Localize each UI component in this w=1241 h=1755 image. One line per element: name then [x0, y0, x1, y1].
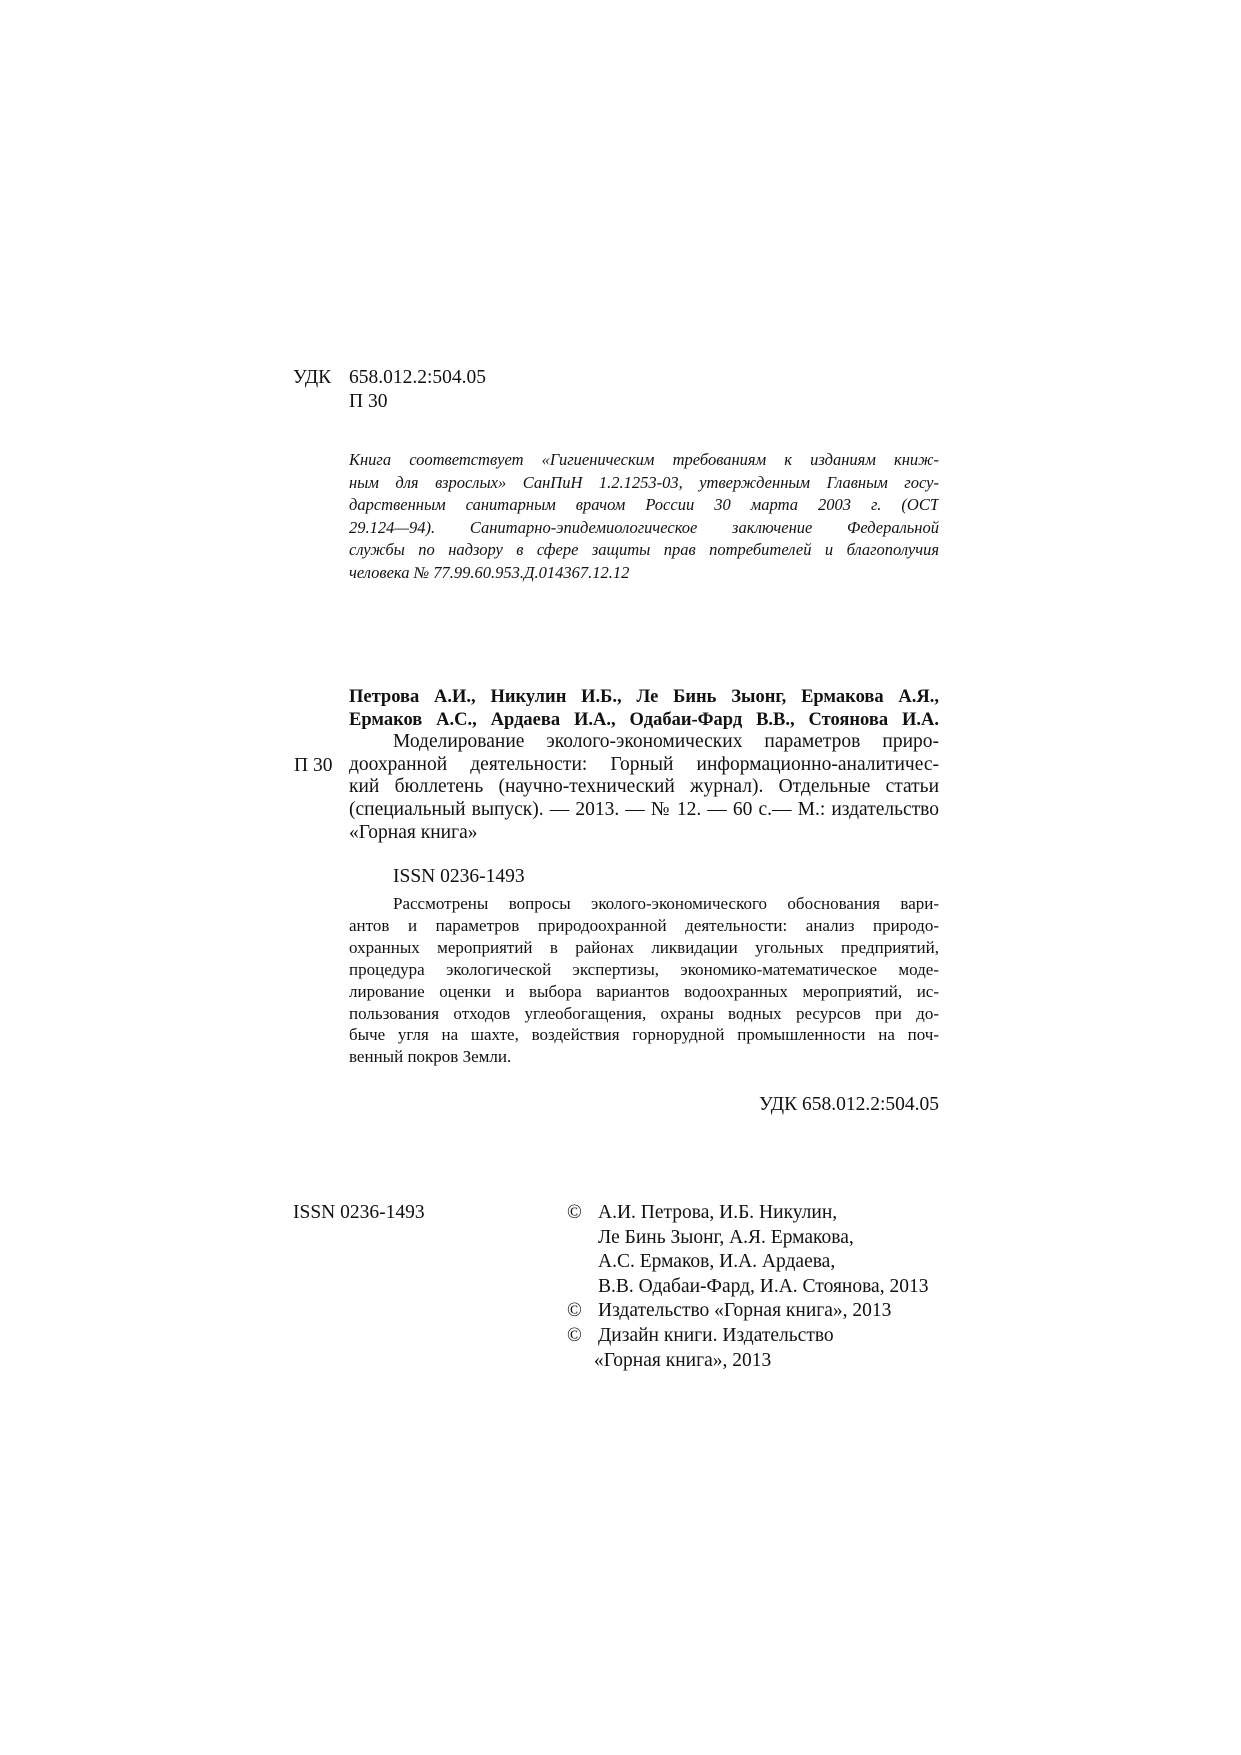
- copyright-design: [567, 1324, 928, 1373]
- udk-bottom: УДК 658.012.2:504.05: [758, 1094, 939, 1115]
- description-line: (специальный выпуск). — 2013. — № 12. — 60 с.— М.: издательство: [349, 799, 939, 821]
- copyright-block: [567, 1201, 928, 1373]
- sanitary-notice: [349, 449, 939, 585]
- notice-line: Книга соответствует «Гигиеническим требованиям к изданиям книж-: [349, 450, 939, 469]
- authors-block: [349, 686, 939, 732]
- notice-line: ным для взрослых» СанПиН 1.2.1253-03, утвержденным Главным госу-: [349, 472, 939, 492]
- class-mark-description: П 30: [294, 755, 333, 776]
- copyright-publisher: [567, 1299, 928, 1324]
- authors-line: Ермаков А.С., Ардаева И.А., Одабаи-Фард В.В., Стоянова И.А.: [349, 710, 939, 730]
- class-mark-header: П 30: [349, 391, 388, 412]
- issn-description: ISSN 0236-1493: [393, 866, 525, 887]
- description-line: доохранной деятельности: Горный информационно-аналитичес-: [349, 753, 939, 775]
- description-line: Моделирование эколого-экономических параметров приро-: [393, 731, 939, 752]
- abstract-line: процедура экологической экспертизы, экономико-математическое моде-: [349, 959, 939, 979]
- copyright-sign: ©: [567, 1300, 582, 1322]
- copyright-sign: ©: [567, 1202, 582, 1223]
- notice-line: дарственным санитарным врачом России 30 марта 2003 г. (ОСТ: [349, 495, 939, 515]
- notice-line: человека № 77.99.60.953.Д.014367.12.12: [349, 562, 630, 582]
- copyright-design-line: Дизайн книги. Издательство: [598, 1324, 834, 1346]
- description-line: кий бюллетень (научно-технический журнал). Отдельные статьи: [349, 776, 939, 798]
- udk-code: 658.012.2:504.05: [349, 367, 487, 388]
- copyright-design-line: «Горная книга», 2013: [594, 1349, 772, 1371]
- abstract-line: быче угля на шахте, воздействия горнорудной промышленности на поч-: [349, 1025, 939, 1045]
- bibliographic-description: [349, 731, 939, 845]
- abstract-line: Рассмотрены вопросы эколого-экономического обоснования вари-: [393, 894, 939, 913]
- issn-footer: ISSN 0236-1493: [293, 1202, 425, 1223]
- notice-line: 29.124—94). Санитарно-эпидемиологическое заключение Федеральной: [349, 517, 939, 537]
- notice-line: службы по надзору в сфере защиты прав потребителей и благополучия: [349, 540, 939, 560]
- copyright-authors-line: В.В. Одабаи-Фард, И.А. Стоянова, 2013: [598, 1275, 929, 1297]
- abstract-line: венный покров Земли.: [349, 1047, 512, 1067]
- description-line: «Горная книга»: [349, 821, 478, 843]
- copyright-sign: ©: [567, 1324, 582, 1346]
- copyright-authors-line: А.И. Петрова, И.Б. Никулин,: [598, 1202, 838, 1223]
- abstract-line: охранных мероприятий в районах ликвидации угольных предприятий,: [349, 937, 939, 957]
- copyright-authors: [567, 1201, 928, 1299]
- udk-label: УДК: [293, 367, 332, 388]
- copyright-authors-line: Ле Бинь Зыонг, А.Я. Ермакова,: [598, 1226, 854, 1248]
- copyright-publisher-line: Издательство «Горная книга», 2013: [598, 1300, 892, 1322]
- abstract-line: антов и параметров природоохранной деятельности: анализ природо-: [349, 915, 939, 935]
- copyright-authors-line: А.С. Ермаков, И.А. Ардаева,: [598, 1251, 836, 1273]
- abstract-line: пользования отходов углеобогащения, охраны водных ресурсов при до-: [349, 1003, 939, 1023]
- abstract: [349, 893, 939, 1068]
- abstract-line: лирование оценки и выбора вариантов водоохранных мероприятий, ис-: [349, 981, 939, 1001]
- authors-line: Петрова А.И., Никулин И.Б., Ле Бинь Зыонг, Ермакова А.Я.,: [349, 687, 939, 707]
